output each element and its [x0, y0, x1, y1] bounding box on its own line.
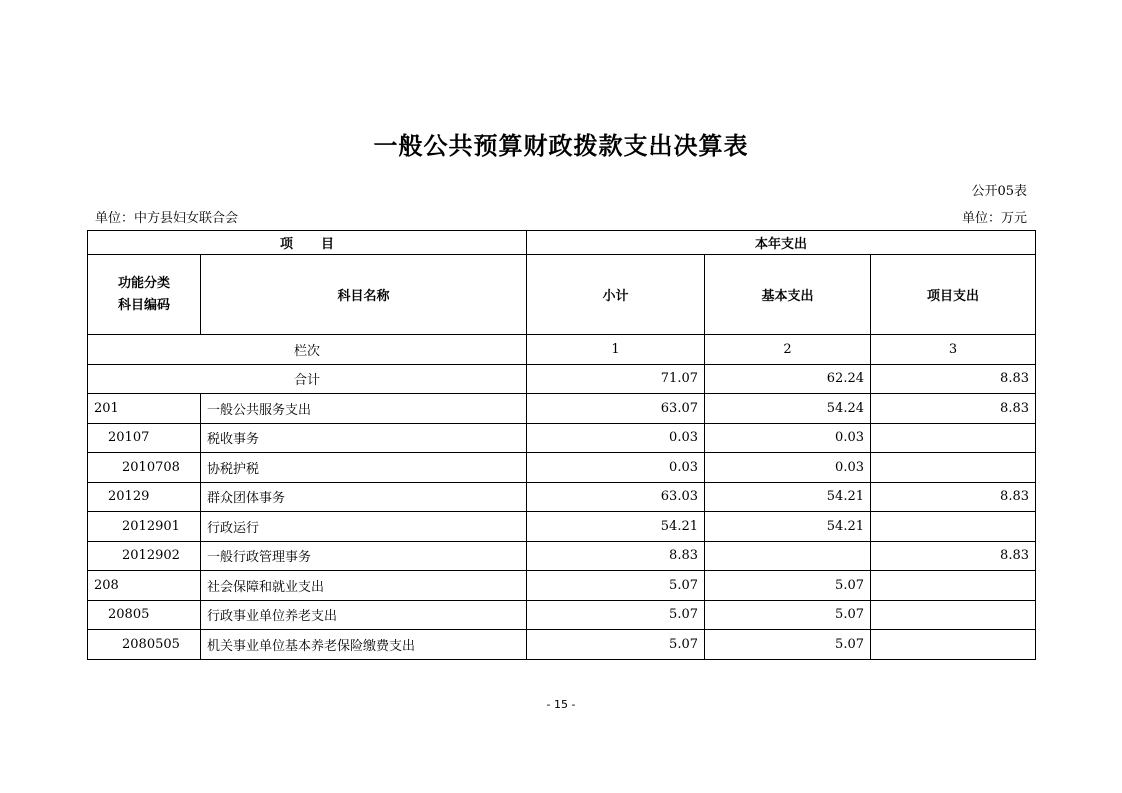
table-row: [88, 600, 1036, 630]
row-subtotal: 63.07: [527, 394, 705, 424]
item-header-a: 项: [279, 237, 293, 252]
row-project: [871, 600, 1036, 630]
row-code: 20129: [88, 482, 201, 512]
name-header: 科目名称: [201, 255, 527, 335]
row-project: [871, 453, 1036, 483]
row-basic: 0.03: [705, 423, 871, 453]
table-row: [88, 541, 1036, 571]
column-index-2: 2: [705, 335, 871, 365]
row-name: 社会保障和就业支出: [201, 571, 527, 601]
page-number: - 15 -: [546, 698, 576, 711]
row-project: 8.83: [871, 394, 1036, 424]
code-header-line2: 科目编码: [117, 297, 170, 313]
row-basic: 54.21: [705, 482, 871, 512]
form-number: 公开05表: [971, 184, 1027, 199]
total-row: [88, 364, 1036, 394]
row-code: 2012902: [88, 541, 201, 571]
item-header: [88, 231, 527, 255]
column-index-3: 3: [871, 335, 1036, 365]
row-name: 税收事务: [201, 423, 527, 453]
header-row-top: [88, 231, 1036, 255]
row-subtotal: 63.03: [527, 482, 705, 512]
code-header: [88, 255, 201, 335]
expenditure-table: [87, 230, 1036, 660]
row-name: 群众团体事务: [201, 482, 527, 512]
row-subtotal: 8.83: [527, 541, 705, 571]
row-code: 2080505: [88, 630, 201, 660]
row-basic: 5.07: [705, 630, 871, 660]
row-basic: 54.21: [705, 512, 871, 542]
row-project: 8.83: [871, 482, 1036, 512]
row-basic: 5.07: [705, 571, 871, 601]
row-project: [871, 423, 1036, 453]
row-subtotal: 54.21: [527, 512, 705, 542]
currency-unit: 单位：万元: [961, 211, 1027, 226]
row-code: 2012901: [88, 512, 201, 542]
table-row: [88, 512, 1036, 542]
table-row: [88, 482, 1036, 512]
row-basic: 5.07: [705, 600, 871, 630]
table-row: [88, 571, 1036, 601]
row-project: [871, 571, 1036, 601]
header-row-columns: [88, 255, 1036, 335]
row-name: 行政运行: [201, 512, 527, 542]
row-subtotal: 5.07: [527, 600, 705, 630]
row-code: 2010708: [88, 453, 201, 483]
column-index-1: 1: [527, 335, 705, 365]
total-project: 8.83: [871, 364, 1036, 394]
row-code: 20805: [88, 600, 201, 630]
current-year-header: 本年支出: [527, 231, 1036, 255]
subtotal-header: 小计: [527, 255, 705, 335]
row-subtotal: 0.03: [527, 423, 705, 453]
total-label: 合计: [88, 364, 527, 394]
page-title: 一般公共预算财政拨款支出决算表: [373, 132, 749, 160]
row-basic: [705, 541, 871, 571]
row-subtotal: 0.03: [527, 453, 705, 483]
row-name: 行政事业单位养老支出: [201, 600, 527, 630]
basic-header: 基本支出: [705, 255, 871, 335]
code-header-line1: 功能分类: [117, 275, 170, 291]
row-project: 8.83: [871, 541, 1036, 571]
reporting-unit: 单位：中方县妇女联合会: [95, 211, 239, 226]
row-subtotal: 5.07: [527, 571, 705, 601]
table-row: [88, 423, 1036, 453]
row-subtotal: 5.07: [527, 630, 705, 660]
total-subtotal: 71.07: [527, 364, 705, 394]
row-name: 机关事业单位基本养老保险缴费支出: [201, 630, 527, 660]
item-header-b: 目: [321, 237, 335, 252]
row-basic: 0.03: [705, 453, 871, 483]
column-index-label: 栏次: [88, 335, 527, 365]
table-row: [88, 394, 1036, 424]
total-basic: 62.24: [705, 364, 871, 394]
row-name: 一般行政管理事务: [201, 541, 527, 571]
column-index-row: [88, 335, 1036, 365]
row-code: 201: [88, 394, 201, 424]
table-row: [88, 453, 1036, 483]
row-name: 协税护税: [201, 453, 527, 483]
project-header: 项目支出: [871, 255, 1036, 335]
table-row: [88, 630, 1036, 660]
row-name: 一般公共服务支出: [201, 394, 527, 424]
row-code: 208: [88, 571, 201, 601]
row-basic: 54.24: [705, 394, 871, 424]
row-project: [871, 630, 1036, 660]
row-project: [871, 512, 1036, 542]
row-code: 20107: [88, 423, 201, 453]
